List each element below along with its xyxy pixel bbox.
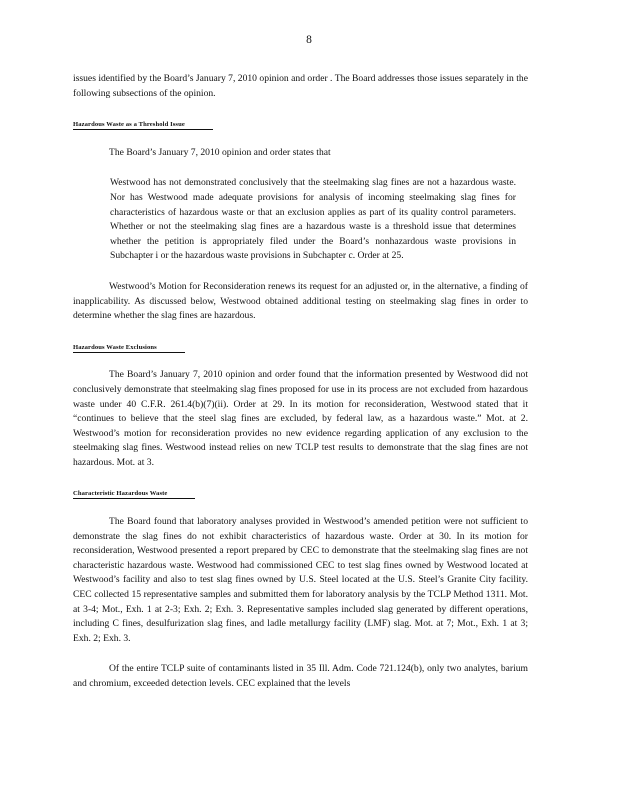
paragraph-exclusions: The Board’s January 7, 2010 opinion and order found that the information presented by Westwood did not conclusively demonstrate that steelmaking slag fines proposed for use in its process are not excluded from hazardous waste under 40 C.F.R. 261.4(b)(7)(ii). Order at 29. In its motion for reconsideration, Westwood stated that it “continues to believe that the steel slag fines are excluded, by federal law, as a hazardous waste.” Mot. at 2. Westwood’s motion for reconsideration provides no new evidence regarding application of any exclusion to the steelmaking slag fines. Westwood instead relies on new TCLP test results to demonstrate that the slag fines are not hazardous. Mot. at 3. bbox=[73, 369, 528, 468]
heading-characteristic: Characteristic Hazardous Waste bbox=[73, 489, 195, 499]
paragraph-characteristic: The Board found that laboratory analyses provided in Westwood’s amended petition were not sufficient to demonstrate the slag fines do not exhibit characteristics of hazardous waste. Order at 30. In its motion for reconsideration, Westwood presented a report prepared by CEC to demonstrate that the steelmaking slag fines are not characteristic hazardous waste. Westwood had commissioned CEC to test slag fines owned by Westwood located at Westwood’s facility and also to test slag fines owned by U.S. Steel located at the U.S. Steel’s Granite City facility. CEC collected 15 representative samples and submitted them for laboratory analysis by the TCLP Method 1311. Mot. at 3-4; Mot., Exh. 1 at 2-3; Exh. 2; Exh. 3. Representative samples included slag generated by different operations, including C fines, desulfurization slag fines, and ladle metallurgy facility (LMF) slag. Mot. at 7; Mot., Exh. 1 at 3; Exh. 2; Exh. 3. bbox=[73, 516, 528, 644]
paragraph-motion: Westwood’s Motion for Reconsideration renews its request for an adjusted or, in the alternative, a finding of inapplicability. As discussed below, Westwood obtained additional testing on steelmaking slag fines in order to determine whether the slag fines are hazardous. bbox=[73, 280, 528, 322]
paragraph-tclp: Of the entire TCLP suite of contaminants listed in 35 Ill. Adm. Code 721.124(b), only two analytes, barium and chromium, exceeded detection levels. CEC explained that the levels bbox=[73, 663, 528, 689]
paragraph-order-states: The Board’s January 7, 2010 opinion and order states that bbox=[109, 146, 331, 158]
block-quote: Westwood has not demonstrated conclusively that the steelmaking slag fines are not a hazardous waste. Nor has Westwood made adequate provisions for analysis of incoming steelmaking slag fines for characteristics of hazardous waste or that an exclusion applies as part of its quality control parameters. Whether or not the steelmaking slag fines are a hazardous waste is a threshold issue that determines whether the petition is appropriately filed under the Board’s nonhazardous waste provisions in Subchapter i or the hazardous waste provisions in Subchapter c. Order at 25. bbox=[110, 177, 516, 262]
heading-threshold-issue: Hazardous Waste as a Threshold Issue bbox=[73, 120, 213, 130]
page-number: 8 bbox=[306, 34, 312, 46]
document-body bbox=[73, 72, 528, 692]
heading-exclusions: Hazardous Waste Exclusions bbox=[73, 343, 185, 353]
paragraph-intro: issues identified by the Board’s January 7, 2010 opinion and order . The Board addresses those issues separately in the following subsections of the opinion. bbox=[73, 73, 528, 99]
